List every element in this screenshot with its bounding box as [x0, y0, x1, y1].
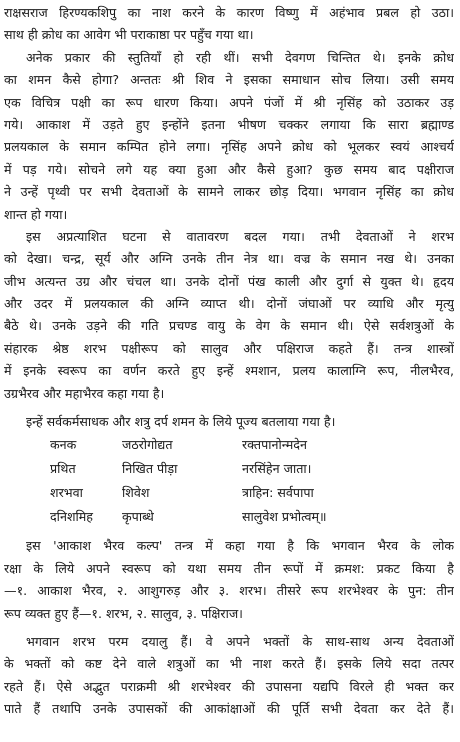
- text-line: उग्रभैरव और महाभैरव कहा गया है।: [4, 385, 165, 401]
- text-line: और उदर में प्रलयकाल की अग्नि व्याप्त थी। दोनों जंघाओं पर व्याधि और मृत्यु: [4, 296, 454, 312]
- text-line: के भक्तों को कष्ट देने वाले शत्रुओं का भी नाश करते हैं। इसके लिये सदा तत्पर: [4, 656, 454, 672]
- verse-line: [4, 457, 454, 481]
- text-line: में पड़ गये। सोचने लगे यह क्या हुआ और कैसे हुआ? कुछ समय बाद पक्षीराज: [4, 161, 454, 177]
- text-line: इस 'आकाश भैरव कल्प' तन्त्र में कहा गया है कि भगवान भैरव के लोक: [26, 538, 454, 554]
- text-line: में इनके स्वरूप का वर्णन करते हुए इन्हें श्मशान, प्रलय कालाग्नि रूप, नीलभैरव,: [4, 363, 454, 379]
- text-line: पाते हैं तथापि उनके उपासकों की आकांक्षाओं की पूर्ति सभी देवता कर देते हैं।: [4, 701, 454, 717]
- text-line: शान्त हो गया।: [4, 206, 68, 222]
- verse-word: शिवेश: [122, 485, 150, 501]
- verse-line: [4, 481, 454, 505]
- text-line: ने उन्हें पृथ्वी पर सभी देवताओं के सामने लाकर छोड़ दिया। भगवान नृसिंह का क्रोध: [4, 184, 454, 200]
- verse-word: रक्तपानोन्मदेन: [242, 437, 307, 453]
- text-line: गये। आकाश में उड़ते हुए इन्होंने इतना भीषण चक्कर लगाया कि सारा ब्रह्माण्ड: [4, 116, 454, 132]
- text-line: जीभ अत्यन्त उग्र और चंचल था। उनके दोनों पंख काली और दुर्गा से युक्त थे। हृदय: [4, 273, 454, 289]
- verse-word: जठरोगोद्यत: [122, 437, 173, 453]
- text-line: रहते हैं। ऐसे अद्भुत पराक्रमी श्री शरभेश्वर की उपासना यद्यपि विरले ही भक्त कर: [4, 678, 454, 694]
- text-line: राक्षसराज हिरण्यकशिपु का नाश करने के कारण विष्णु में अहंभाव प्रबल हो उठा।: [4, 5, 454, 20]
- text-line: प्रलयकाल के समान कम्पित होने लगा। नृसिंह अपने क्रोध को भूलकर स्वयं आश्चर्य: [4, 139, 454, 155]
- text-line: एक विचित्र पक्षी का रूप धारण किया। अपने पंजों में श्री नृसिंह को उठाकर उड़: [4, 94, 454, 110]
- verse-word: शरभवा: [50, 485, 83, 501]
- verse-word: त्राहिन: सर्वपापा: [242, 485, 314, 501]
- paragraph-6: [4, 631, 454, 721]
- text-line: भगवान शरभ परम दयालु हैं। वे अपने भक्तों के साथ-साथ अन्य देवताओं: [26, 633, 454, 649]
- verse-line: [4, 505, 454, 529]
- verse-line: [4, 433, 454, 457]
- text-line: साथ ही क्रोध का आवेग भी पराकाष्ठा पर पहुँच गया था।: [4, 27, 254, 43]
- paragraph-2: [4, 47, 454, 226]
- text-line: का शमन कैसे होगा? अन्ततः श्री शिव ने इसका समाधान सोच लिया। उसी समय: [4, 72, 454, 88]
- verse-word: कनक: [50, 437, 77, 453]
- verse-word: नरसिंहेन जाता।: [242, 461, 312, 477]
- paragraph-1: [4, 2, 454, 47]
- verse-word: निखित पीड़ा: [122, 461, 178, 477]
- paragraph-4: [4, 411, 454, 433]
- text-line: बैठे थे। उनके उड़ने की गति प्रचण्ड वायु के वेग के समान थी। ऐसे सर्वशत्रुओं के: [4, 318, 454, 334]
- text-line: रूप व्यक्त हुए हैं—१. शरभ, २. सालुव, ३. पक्षिराज।: [4, 605, 243, 621]
- text-line: —१. आकाश भैरव, २. आशुगरुड़ और ३. शरभ। तीसरे रूप शरभेश्वर के पुन: तीन: [4, 583, 454, 599]
- paragraph-5: [4, 535, 454, 625]
- verse-word: प्रथित: [50, 461, 76, 477]
- verse-word: दनिशमिह: [50, 509, 93, 525]
- text-line: रक्षा के लिये अपने स्वरूप को यथा समय तीन रूपों में क्रमश: प्रकट किया है: [4, 560, 454, 576]
- text-line: अनेक प्रकार की स्तुतियाँ हो रही थीं। सभी देवगण चिन्तित थे। इनके क्रोध: [26, 49, 454, 65]
- verse-word: सालुवेश प्रभोत्वम्॥: [242, 509, 327, 525]
- sanskrit-verse: [4, 433, 454, 529]
- text-line: को देखा। चन्द्र, सूर्य और अग्नि उनके तीन नेत्र था। वज्र के समान नख थे। उनका: [4, 251, 454, 267]
- verse-word: कृपाब्धे: [122, 509, 154, 525]
- text-line: संहारक श्रेष्ठ शरभ पक्षीरूप को सालुव और पक्षिराज कहते हैं। तन्त्र शास्त्रों: [4, 340, 454, 356]
- text-line: इन्हें सर्वकर्मसाधक और शत्रु दर्प शमन के लिये पूज्य बतलाया गया है।: [26, 414, 336, 430]
- paragraph-3: [4, 226, 454, 405]
- text-line: इस अप्रत्याशित घटना से वातावरण बदल गया। तभी देवताओं ने शरभ: [26, 228, 454, 244]
